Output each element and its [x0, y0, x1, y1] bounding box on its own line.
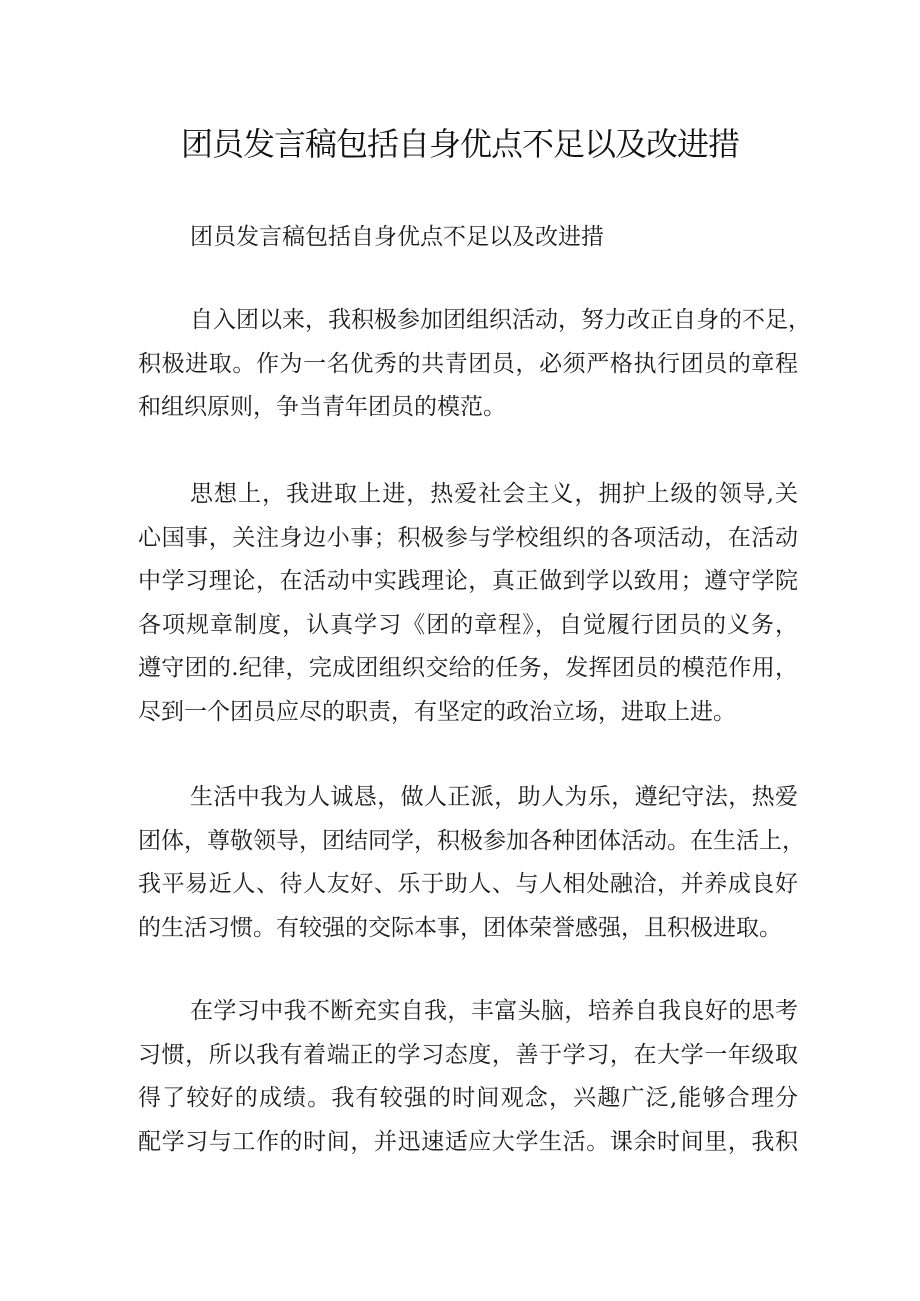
paragraph-line: 心国事，关注身边小事；积极参与学校组织的各项活动，在活动: [138, 524, 798, 551]
paragraph-line: 各项规章制度，认真学习《团的章程》，自觉履行团员的义务，: [138, 611, 798, 638]
paragraph-line: 的生活习惯。有较强的交际本事，团体荣誉感强，且积极进取。: [138, 914, 782, 941]
paragraph-line: 和组织原则，争当青年团员的模范。: [138, 394, 506, 420]
paragraph-line: 在学习中我不断充实自我，丰富头脑，培养自我良好的思考: [190, 998, 798, 1024]
paragraph-line: 尽到一个团员应尽的职责，有坚定的政治立场，进取上进。: [138, 698, 736, 725]
paragraph-study: [138, 990, 798, 1164]
document-title: 团员发言稿包括自身优点不足以及改进措: [180, 125, 739, 163]
paragraph-line: 遵守团的.纪律，完成团组织交给的任务，发挥团员的模范作用，: [138, 655, 798, 681]
paragraph-line: 我平易近人、待人友好、乐于助人、与人相处融洽，并养成良好: [138, 871, 798, 897]
paragraph-line: 配学习与工作的时间，并迅速适应大学生活。课余时间里，我积: [138, 1128, 798, 1155]
paragraph-introduction: [138, 299, 811, 430]
paragraph-line: 思想上，我进取上进，热爱社会主义，拥护上级的领导,关: [190, 481, 798, 507]
paragraph-line: 团体，尊敬领导，团结同学，积极参加各种团体活动。在生活上，: [138, 827, 805, 854]
paragraph-line: 自入团以来，我积极参加团组织活动，努力改正自身的不足，: [190, 307, 811, 333]
paragraph-line: 习惯，所以我有着端正的学习态度，善于学习，在大学一年级取: [138, 1041, 798, 1068]
paragraph-life: [138, 776, 805, 950]
paragraph-line: 中学习理论，在活动中实践理论，真正做到学以致用；遵守学院: [138, 568, 798, 594]
paragraph-line: 生活中我为人诚恳，做人正派，助人为乐，遵纪守法，热爱: [190, 784, 798, 810]
paragraph-ideology: [138, 473, 798, 734]
document-subtitle: 团员发言稿包括自身优点不足以及改进措: [190, 224, 604, 250]
paragraph-line: 积极进取。作为一名优秀的共青团员，必须严格执行团员的章程: [138, 350, 798, 377]
paragraph-line: 得了较好的成绩。我有较强的时间观念，兴趣广泛,能够合理分: [138, 1085, 798, 1111]
